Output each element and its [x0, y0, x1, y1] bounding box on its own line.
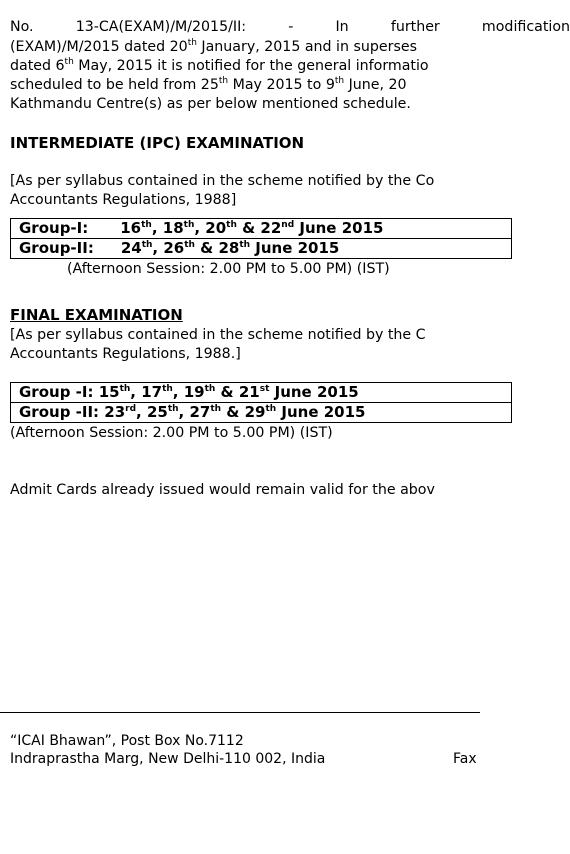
- intermediate-session: (Afternoon Session: 2.00 PM to 5.00 PM) (IST): [67, 261, 390, 277]
- footer-address-line-1: “ICAI Bhawan”, Post Box No.7112: [10, 733, 244, 749]
- intermediate-syllabus-line-1: [As per syllabus contained in the scheme notified by the Co: [10, 173, 435, 189]
- notice-line-3: dated 6th May, 2015 it is notified for the general informatio: [10, 57, 429, 74]
- final-heading: FINAL EXAMINATION: [10, 306, 183, 324]
- intermediate-syllabus-line-2: Accountants Regulations, 1988]: [10, 192, 237, 208]
- final-group-1: Group -I: 15th, 17th, 19th & 21st June 2015: [19, 383, 359, 401]
- footer-address-line-2: Indraprastha Marg, New Delhi-110 002, India: [10, 751, 326, 767]
- final-syllabus-line-1: [As per syllabus contained in the scheme notified by the C: [10, 327, 426, 343]
- notice-line-2: (EXAM)/M/2015 dated 20th January, 2015 and in superses: [10, 38, 417, 55]
- final-schedule-box: [10, 382, 512, 423]
- intermediate-schedule-box: [10, 218, 512, 259]
- final-session: (Afternoon Session: 2.00 PM to 5.00 PM) (IST): [10, 425, 333, 441]
- notice-line-5: Kathmandu Centre(s) as per below mentioned schedule.: [10, 96, 411, 112]
- final-syllabus-line-2: Accountants Regulations, 1988.]: [10, 346, 241, 362]
- notice-line-4: scheduled to be held from 25th May 2015 to 9th June, 20: [10, 76, 407, 93]
- notice-line-1: No. 13-CA(EXAM)/M/2015/II: - In further modification: [10, 19, 570, 35]
- final-group-2: Group -II: 23rd, 25th, 27th & 29th June 2015: [11, 402, 511, 422]
- admit-cards-note: Admit Cards already issued would remain valid for the abov: [10, 482, 435, 498]
- footer-divider: [0, 712, 480, 713]
- intermediate-group-1: Group-I: 16th, 18th, 20th & 22nd June 2015: [19, 219, 384, 237]
- footer-fax-label: Fax: [453, 751, 477, 767]
- intermediate-heading: INTERMEDIATE (IPC) EXAMINATION: [10, 134, 305, 152]
- intermediate-group-2: Group-II: 24th, 26th & 28th June 2015: [11, 238, 511, 258]
